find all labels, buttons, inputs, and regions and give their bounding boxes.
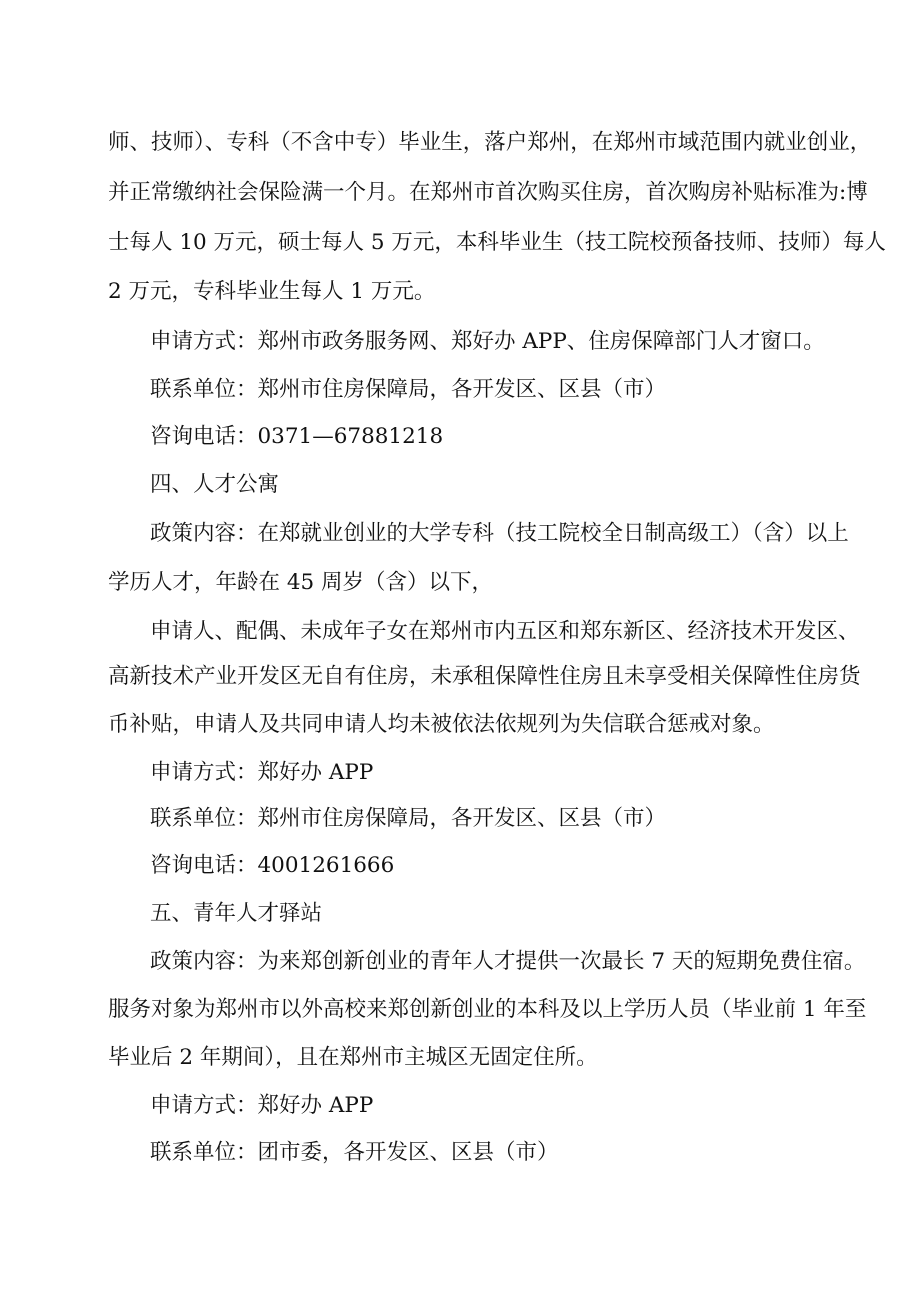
consult-phone-2: 咨询电话：4001261666 — [150, 853, 395, 878]
section-heading-youth-station: 五、青年人才驿站 — [150, 901, 323, 926]
paragraph-line-2: 并正常缴纳社会保险满一个月。在郑州市首次购买住房，首次购房补贴标准为:博 — [108, 180, 868, 205]
paragraph-line-1: 师、技师）、专科（不含中专）毕业生，落户郑州，在郑州市域范围内就业创业， — [108, 130, 872, 155]
consult-phone-1: 咨询电话：0371—67881218 — [150, 424, 444, 449]
eligibility-line-3: 币补贴，申请人及共同申请人均未被依法依规列为失信联合惩戒对象。 — [108, 712, 775, 737]
contact-unit-1: 联系单位：郑州市住房保障局，各开发区、区县（市） — [150, 377, 667, 402]
paragraph-line-4: 2 万元，专科毕业生每人 1 万元。 — [108, 279, 436, 304]
contact-unit-3: 联系单位：团市委，各开发区、区县（市） — [150, 1140, 559, 1165]
application-method-1: 申请方式：郑州市政务服务网、郑好办 APP、住房保障部门人才窗口。 — [150, 329, 825, 354]
policy-content-line-1: 政策内容：在郑就业创业的大学专科（技工院校全日制高级工）（含）以上 — [150, 521, 849, 546]
section-heading-talent-apartment: 四、人才公寓 — [150, 472, 280, 497]
contact-unit-2: 联系单位：郑州市住房保障局，各开发区、区县（市） — [150, 806, 667, 831]
eligibility-line-1: 申请人、配偶、未成年子女在郑州市内五区和郑东新区、经济技术开发区、 — [150, 619, 860, 644]
policy-content-line-3: 政策内容：为来郑创新创业的青年人才提供一次最长 7 天的短期免费住宿。 — [150, 949, 866, 974]
service-target-line-2: 毕业后 2 年期间），且在郑州市主城区无固定住所。 — [108, 1045, 598, 1070]
service-target-line-1: 服务对象为郑州市以外高校来郑创新创业的本科及以上学历人员（毕业前 1 年至 — [108, 997, 867, 1022]
application-method-3: 申请方式：郑好办 APP — [150, 1093, 374, 1118]
eligibility-line-2: 高新技术产业开发区无自有住房，未承租保障性住房且未享受相关保障性住房货 — [108, 664, 861, 689]
policy-content-line-2: 学历人才，年龄在 45 周岁（含）以下， — [108, 570, 494, 595]
paragraph-line-3: 士每人 10 万元，硕士每人 5 万元，本科毕业生（技工院校预备技师、技师）每人 — [108, 230, 886, 255]
application-method-2: 申请方式：郑好办 APP — [150, 760, 374, 785]
